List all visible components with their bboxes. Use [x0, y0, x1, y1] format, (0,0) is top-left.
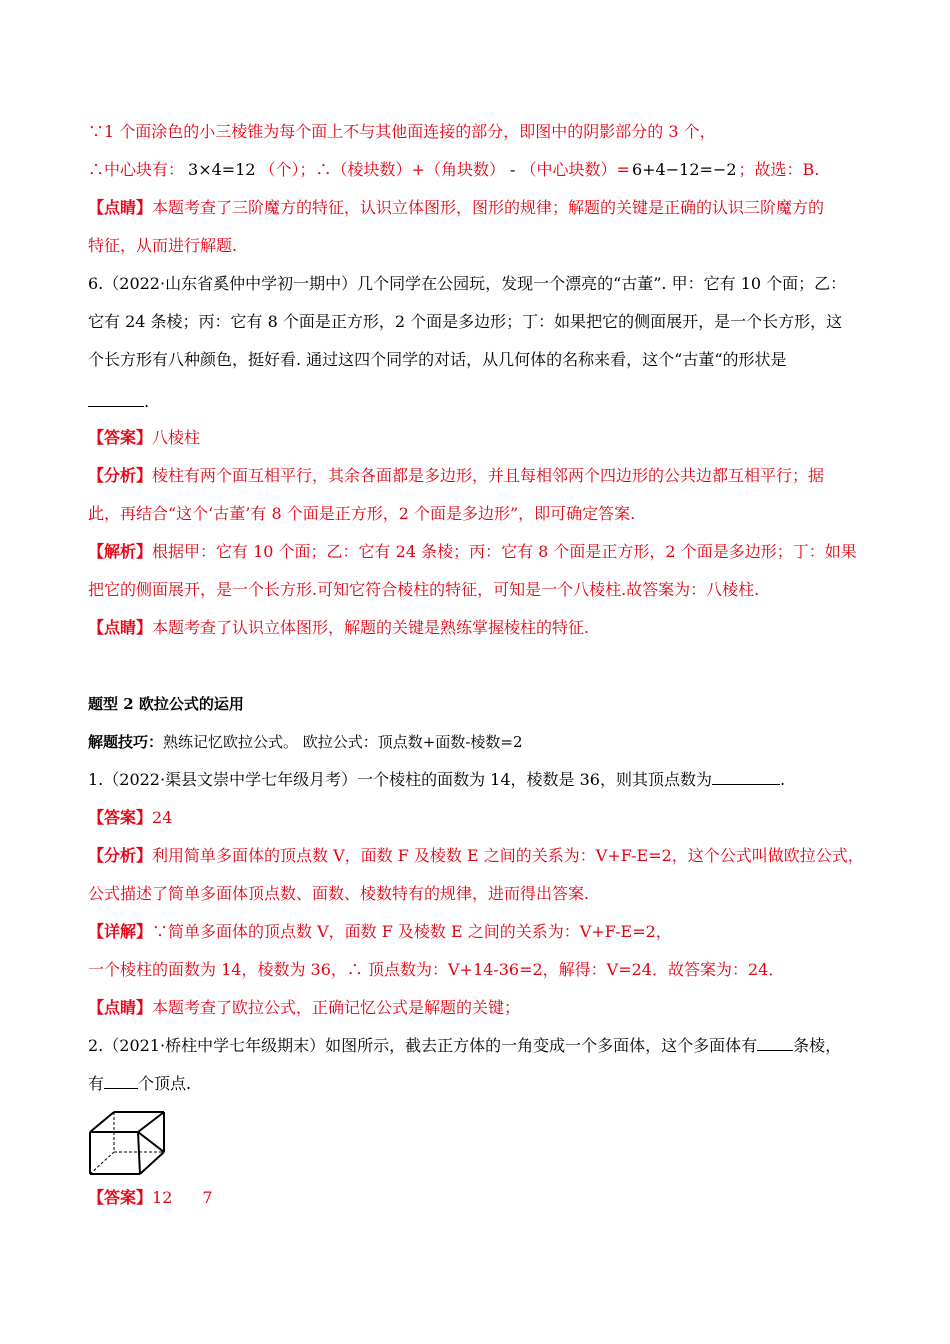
question-6-line-4 — [88, 391, 149, 413]
text: 1.（2022·渠县文崇中学七年级月考）一个棱柱的面数为 14，棱数是 36，则其顶点数为 — [88, 770, 712, 789]
analysis-6-line-1 — [88, 465, 824, 487]
analysis-6-line-2 — [88, 503, 635, 525]
text: 熟练记忆欧拉公式。 欧拉公式：顶点数+面数-棱数=2 — [163, 733, 523, 751]
answer-value-vertices: 7 — [202, 1188, 213, 1207]
section-tag: 【点睛】 — [88, 618, 153, 637]
text: 个顶点. — [138, 1074, 192, 1093]
section-tag: 【点睛】 — [88, 998, 153, 1017]
answer-6 — [88, 427, 200, 449]
text: 6.（2022·山东省奚仲中学初一期中）几个同学在公园玩，发现一个漂亮的“古董”. 甲：它有 10 个面；乙： — [88, 274, 847, 293]
text: 一个棱柱的面数为 14，棱数为 36，∴ 顶点数为：V+14-36=2，解得：V=24．故答案为：24． — [88, 960, 785, 979]
text: . — [779, 770, 786, 789]
answer-blank — [757, 1036, 793, 1051]
question-2-line-1 — [88, 1035, 841, 1057]
text: 本题考查了认识立体图形，解题的关键是熟练掌握棱柱的特征. — [152, 618, 590, 637]
text: ∴中心块有： — [88, 160, 185, 179]
pointing-line-1 — [88, 197, 824, 219]
question-6-line-1 — [88, 273, 846, 295]
question-6-line-3 — [88, 349, 787, 371]
text: 公式描述了简单多面体顶点数、面数、棱数特有的规律，进而得出答案. — [88, 884, 590, 903]
text: ∵1 个面涂色的小三棱锥为每个面上不与其他面连接的部分，即图中的阴影部分的 3 个， — [88, 122, 716, 141]
text: 棱柱有两个面互相平行，其余各面都是多边形，并且每相邻两个四边形的公共边都互相平行；据 — [152, 466, 825, 485]
analysis-1-line-2 — [88, 883, 589, 905]
pointing-1 — [88, 997, 520, 1019]
label: 解题技巧： — [88, 733, 164, 751]
text: ；故选：B. — [738, 160, 820, 179]
pointing-6 — [88, 617, 589, 639]
detail-1-line-2 — [88, 959, 784, 981]
text: 个长方形有八种颜色，挺好看. 通过这四个同学的对话，从几何体的名称来看，这个“古董“的形状是 — [88, 350, 787, 369]
solution-6-line-1 — [88, 541, 857, 563]
truncated-cube-figure — [88, 1110, 168, 1176]
pointing-line-2 — [88, 235, 237, 257]
text: . — [144, 392, 150, 411]
text: 根据甲：它有 10 个面；乙：它有 24 条棱；丙：它有 8 个面是正方形，2 个面是多边形；丁：如果 — [152, 542, 857, 561]
text: 有 — [88, 1074, 105, 1093]
tips-line — [88, 731, 523, 753]
text: 把它的侧面展开，是一个长方形.可知它符合棱柱的特征，可知是一个八棱柱.故答案为：八棱柱. — [88, 580, 760, 599]
text: （个）；∴（棱块数）+（角块数） — [259, 160, 505, 179]
text: 此，再结合“这个‘古董’有 8 个面是正方形，2 个面是多边形”，即可确定答案. — [88, 504, 636, 523]
question-2-line-2 — [88, 1073, 191, 1095]
answer-1 — [88, 807, 172, 829]
text: 题型 2 欧拉公式的运用 — [88, 695, 244, 713]
text: （中心块数）= — [520, 160, 630, 179]
question-6-line-2 — [88, 311, 842, 333]
question-1 — [88, 769, 785, 791]
solution-6-line-2 — [88, 579, 759, 601]
section-tag: 【答案】 — [88, 428, 153, 447]
answer-blank — [88, 392, 144, 407]
text: 特征，从而进行解题. — [88, 236, 238, 255]
text: ∵简单多面体的顶点数 V，面数 F 及棱数 E 之间的关系为：V+F-E=2， — [152, 922, 672, 941]
section-tag: 【点睛】 — [88, 198, 153, 217]
math-expression: 3×4=12 — [188, 160, 256, 179]
section-tag: 【详解】 — [88, 922, 153, 941]
minus-sign: - — [504, 160, 521, 179]
answer-value: 24 — [152, 808, 173, 827]
text: 本题考查了欧拉公式，正确记忆公式是解题的关键； — [152, 998, 521, 1017]
section-tag: 【答案】 — [88, 808, 153, 827]
text: 利用简单多面体的顶点数 V，面数 F 及棱数 E 之间的关系为：V+F-E=2，这个公式叫做欧拉公式， — [152, 846, 864, 865]
analysis-1-line-1 — [88, 845, 864, 867]
section-tag: 【答案】 — [88, 1188, 153, 1207]
answer-2 — [88, 1187, 213, 1209]
detail-1-line-1 — [88, 921, 672, 943]
text: 本题考查了三阶魔方的特征，认识立体图形，图形的规律；解题的关键是正确的认识三阶魔方的 — [152, 198, 825, 217]
section-tag: 【分析】 — [88, 846, 153, 865]
solution-line-2 — [88, 159, 819, 181]
math-expression: 6+4−12=−2 — [631, 160, 737, 179]
text: 2.（2021·桥柱中学七年级期末）如图所示，截去正方体的一角变成一个多面体，这个多面体有 — [88, 1036, 758, 1055]
text: 条棱， — [793, 1036, 842, 1055]
answer-value: 八棱柱 — [152, 428, 201, 447]
answer-blank — [104, 1074, 138, 1089]
section-title — [88, 693, 244, 715]
section-tag: 【分析】 — [88, 466, 153, 485]
answer-value-edges: 12 — [152, 1188, 173, 1207]
text: 它有 24 条棱；丙：它有 8 个面是正方形，2 个面是多边形；丁：如果把它的侧面展开，是一个长方形，这 — [88, 312, 843, 331]
solution-line-1 — [88, 121, 716, 143]
section-tag: 【解析】 — [88, 542, 153, 561]
answer-blank — [712, 770, 780, 785]
